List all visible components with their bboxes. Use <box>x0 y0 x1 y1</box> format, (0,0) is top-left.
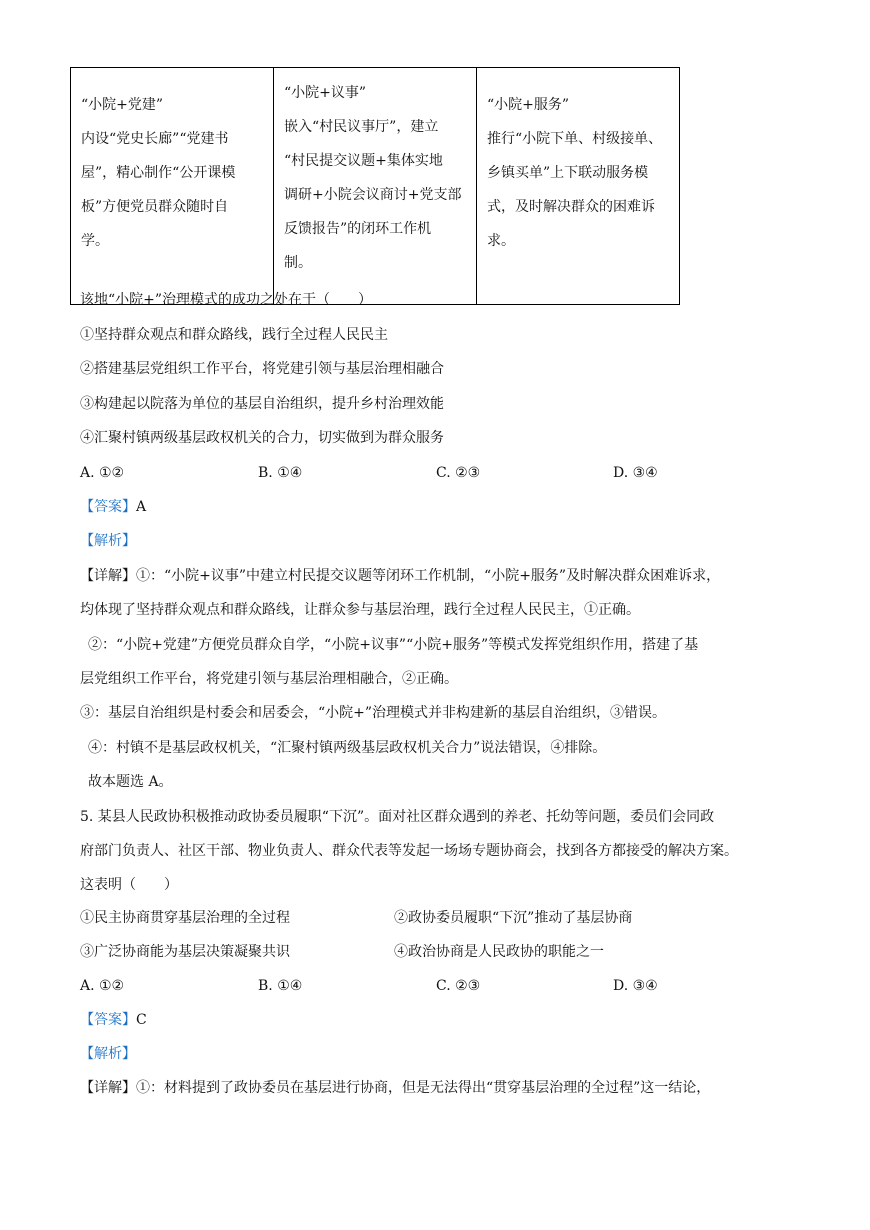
cell-line: “小院+服务” <box>487 97 570 113</box>
cell-line: “村民提交议题+集体实地 <box>284 153 443 169</box>
cell-line: 内设“党史长廊”“党建书 <box>81 131 229 147</box>
cell-line: 制。 <box>284 255 312 271</box>
question-stem: 该地“小院+”治理模式的成功之处在于（ ） <box>80 292 373 308</box>
answer-value: A <box>136 499 147 515</box>
cell-line: 乡镇买单”上下联动服务模 <box>487 165 649 181</box>
statement-item: ①坚持群众观点和群众路线，践行全过程人民民主 <box>80 327 388 343</box>
detail-line <box>80 1078 710 1098</box>
detail-line: ②：“小院+党建”方便党员群众自学，“小院+议事”“小院+服务”等模式发挥党组织作用，搭建了基 <box>88 637 699 653</box>
detail-line: ③：基层自治组织是村委会和居委会，“小院+”治理模式并非构建新的基层自治组织，③错误。 <box>80 705 667 721</box>
detail-tag: 【详解】 <box>80 568 136 584</box>
statement-item: ②政协委员履职“下沉”推动了基层协商 <box>394 910 633 926</box>
answer-value: C <box>136 1012 147 1028</box>
option-b: B. ①④ <box>258 978 303 994</box>
cell-line: “小院+党建” <box>81 97 164 113</box>
question-stem: 府部门负责人、社区干部、物业负责人、群众代表等发起一场场专题协商会，找到各方都接受的解决方案。 <box>80 843 738 859</box>
cell-line: 板”方便党员群众随时自 <box>81 199 229 215</box>
detail-line: 故本题选 A。 <box>88 774 173 790</box>
question-stem: 这表明（ ） <box>80 877 178 893</box>
answer-line <box>80 497 146 517</box>
table-cell-deliberation <box>274 68 477 305</box>
analysis-tag-text: 【解析】 <box>80 1046 136 1062</box>
cell-line: “小院+议事” <box>284 85 367 101</box>
analysis-tag <box>80 1044 136 1064</box>
statement-item: ②搭建基层党组织工作平台，将党建引领与基层治理相融合 <box>80 361 444 377</box>
detail-line: 均体现了坚持群众观点和群众路线，让群众参与基层治理，践行全过程人民民主，①正确。 <box>80 602 640 618</box>
cell-line: 调研+小院会议商讨+党支部 <box>284 187 462 203</box>
governance-table <box>70 67 680 305</box>
option-d: D. ③④ <box>613 465 658 481</box>
option-c: C. ②③ <box>436 978 481 994</box>
cell-line: 推行“小院下单、村级接单、 <box>487 131 663 147</box>
analysis-tag <box>80 531 136 551</box>
option-c: C. ②③ <box>436 465 481 481</box>
cell-line: 屋”，精心制作“公开课模 <box>81 165 236 181</box>
cell-line: 反馈报告”的闭环工作机 <box>284 221 432 237</box>
option-a: A. ①② <box>80 978 125 994</box>
statement-item: ③构建起以院落为单位的基层自治组织，提升乡村治理效能 <box>80 396 444 412</box>
detail-line <box>80 566 720 586</box>
statement-item: ①民主协商贯穿基层治理的全过程 <box>80 910 290 926</box>
cell-line: 求。 <box>487 233 515 249</box>
answer-tag: 【答案】 <box>80 1012 136 1028</box>
analysis-tag-text: 【解析】 <box>80 533 136 549</box>
detail-line: ④：村镇不是基层政权机关，“汇聚村镇两级基层政权机关合力”说法错误，④排除。 <box>88 740 607 756</box>
detail-text: ①：材料提到了政协委员在基层进行协商，但是无法得出“贯穿基层治理的全过程”这一结论， <box>136 1080 711 1096</box>
statement-item: ④政治协商是人民政协的职能之一 <box>394 944 604 960</box>
statement-item: ③广泛协商能为基层决策凝聚共识 <box>80 944 290 960</box>
question-stem: 5. 某县人民政协积极推动政协委员履职“下沉”。面对社区群众遇到的养老、托幼等问题，委员们会同政 <box>80 809 715 825</box>
detail-text: ①：“小院+议事”中建立村民提交议题等闭环工作机制，“小院+服务”及时解决群众困难诉求， <box>136 568 721 584</box>
table-row <box>71 68 680 305</box>
table-cell-party-building <box>71 68 274 305</box>
cell-line: 学。 <box>81 233 109 249</box>
answer-tag: 【答案】 <box>80 499 136 515</box>
option-d: D. ③④ <box>613 978 658 994</box>
cell-line: 式，及时解决群众的困难诉 <box>487 199 655 215</box>
answer-line <box>80 1010 147 1030</box>
detail-tag: 【详解】 <box>80 1080 136 1096</box>
option-b: B. ①④ <box>258 465 303 481</box>
table-cell-service <box>477 68 680 305</box>
detail-line: 层党组织工作平台，将党建引领与基层治理相融合，②正确。 <box>80 671 458 687</box>
cell-line: 嵌入“村民议事厅”，建立 <box>284 119 439 135</box>
statement-item: ④汇聚村镇两级基层政权机关的合力，切实做到为群众服务 <box>80 430 444 446</box>
option-a: A. ①② <box>80 465 125 481</box>
